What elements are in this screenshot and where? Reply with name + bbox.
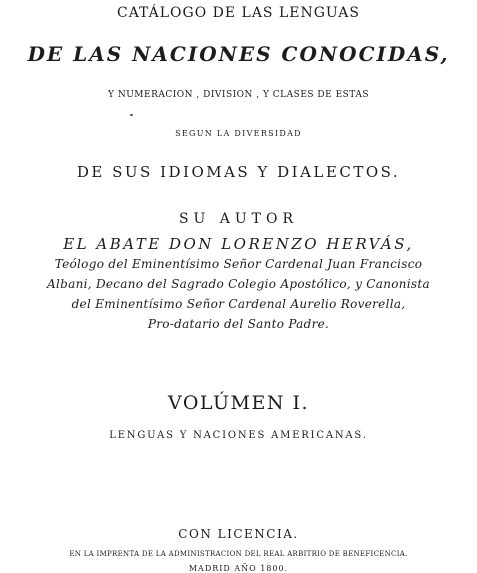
- author-description-line: del Eminentísimo Señor Cardenal Aurelio Roverella,: [71, 297, 406, 311]
- title-line-numeracion: Y NUMERACION , DIVISION , Y CLASES DE ESTAS: [108, 90, 369, 100]
- title-line-catalogo: CATÁLOGO DE LAS LENGUAS: [117, 5, 360, 21]
- printer-line: EN LA IMPRENTA DE LA ADMINISTRACION DEL REAL ARBITRIO DE BENEFICENCIA.: [69, 550, 408, 558]
- author-description-line: Teólogo del Eminentísimo Señor Cardenal Juan Francisco: [54, 257, 423, 271]
- author-name: EL ABATE DON LORENZO HERVÁS,: [63, 235, 414, 253]
- author-description-line: Pro-datario del Santo Padre.: [147, 317, 330, 331]
- licence-line: CON LICENCIA.: [178, 527, 299, 541]
- title-line-naciones: DE LAS NACIONES CONOCIDAS,: [27, 42, 450, 66]
- author-description-line: Albani, Decano del Sagrado Colegio Apostólico, y Canonista: [47, 277, 430, 291]
- title-line-idiomas: DE SUS IDIOMAS Y DIALECTOS.: [76, 163, 401, 181]
- volume-label: VOLÚMEN I.: [167, 392, 310, 414]
- volume-subtitle: LENGUAS Y NACIONES AMERICANAS.: [109, 430, 368, 441]
- place-year-line: MADRID AÑO 1800.: [188, 564, 289, 573]
- title-line-diversidad: SEGUN LA DIVERSIDAD: [175, 129, 302, 138]
- ink-speck: [130, 114, 133, 116]
- author-heading: SU AUTOR: [178, 211, 299, 227]
